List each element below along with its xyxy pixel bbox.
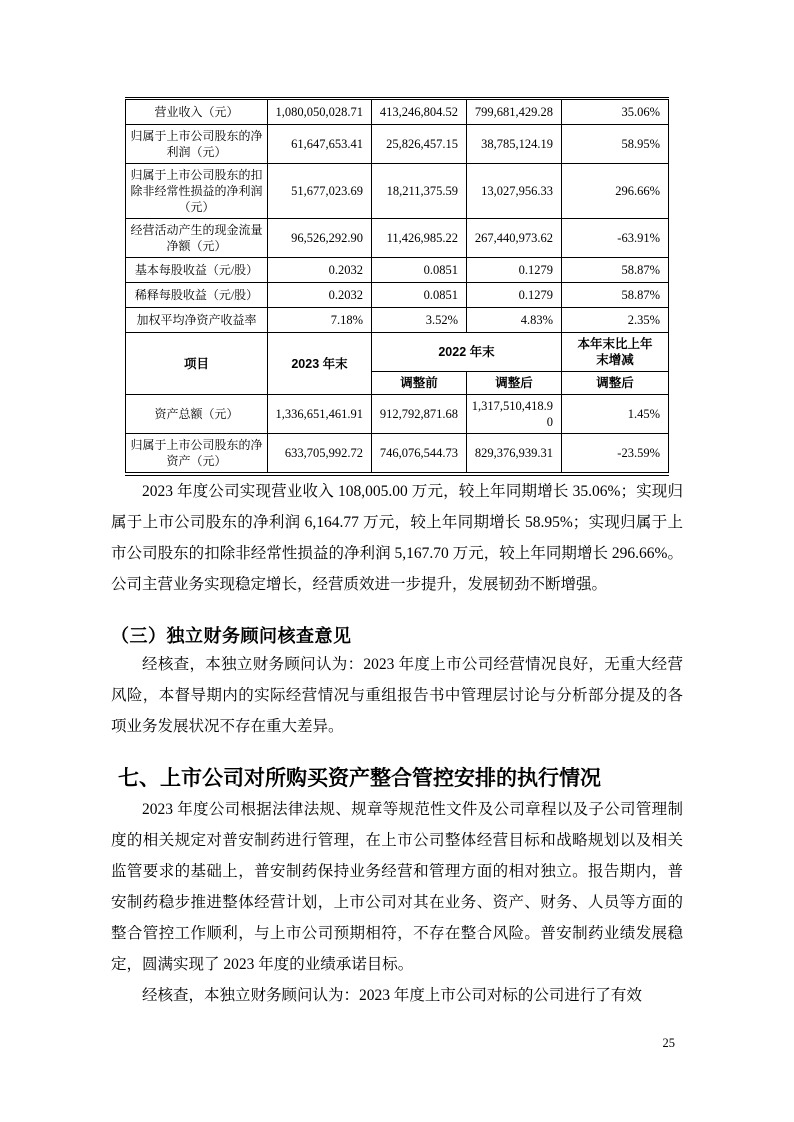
cell-2023-value: 0.2032 — [268, 283, 372, 308]
cell-metric-label: 归属于上市公司股东的扣除非经常性损益的净利润（元） — [126, 164, 268, 219]
header-2023: 2023 年末 — [268, 333, 372, 395]
cell-2022-pre-value: 0.0851 — [372, 258, 467, 283]
cell-2022-pre-value: 11,426,985.22 — [372, 219, 467, 258]
cell-2022-post-value: 38,785,124.19 — [467, 125, 562, 164]
cell-metric-label: 基本每股收益（元/股） — [126, 258, 268, 283]
paragraph-section7-body: 2023 年度公司根据法律法规、规章等规范性文件及公司章程以及子公司管理制度的相关规定对普安制药进行管理，在上市公司整体经营目标和战略规划以及相关监管要求的基础上，普安制药保持业务经营和管理方面的相对独立。报告期内，普安制药稳步推进整体经营计划，上市公司对其在业务、资产、财务、人员等方面的整合管控工作顺利，与上市公司预期相符，不存在整合风险。普安制药业绩发展稳定，圆满实现了 2023 年度的业绩承诺目标。 — [111, 801, 683, 973]
cell-metric-label: 加权平均净资产收益率 — [126, 308, 268, 333]
cell-2022-pre-value: 912,792,871.68 — [372, 395, 467, 434]
cell-2022-pre-value: 746,076,544.73 — [372, 434, 467, 475]
cell-change-value: 58.95% — [562, 125, 669, 164]
cell-2022-pre-value: 3.52% — [372, 308, 467, 333]
table-row — [126, 395, 669, 434]
cell-2022-post-value: 799,681,429.28 — [467, 99, 562, 125]
cell-2022-post-value: 829,376,939.31 — [467, 434, 562, 475]
table-row — [126, 283, 669, 308]
header-2022: 2022 年末 — [372, 333, 562, 372]
paragraph-results-summary: 2023 年度公司实现营业收入 108,005.00 万元，较上年同期增长 35.06%；实现归属于上市公司股东的净利润 6,164.77 万元，较上年同期增长 58.95%；实现归属于上市公司股东的扣除非经常性损益的净利润 5,167.70 万元，较上年同期增长 296.66%。公司主营业务实现稳定增长，经营质效进一步提升，发展韧劲不断增强。 — [111, 483, 683, 593]
cell-2022-post-value: 0.1279 — [467, 258, 562, 283]
heading-advisor-opinion: （三）独立财务顾问核查意见 — [111, 626, 352, 646]
cell-change-value: 2.35% — [562, 308, 669, 333]
cell-2023-value: 7.18% — [268, 308, 372, 333]
paragraph-section7-opinion: 经核查，本独立财务顾问认为：2023 年度上市公司对标的公司进行了有效 — [142, 987, 642, 1004]
paragraph-advisor-opinion: 经核查，本独立财务顾问认为：2023 年度上市公司经营情况良好，无重大经营风险，本督导期内的实际经营情况与重组报告书中管理层讨论与分析部分提及的各项业务发展状况不存在重大差异。 — [111, 656, 683, 735]
cell-change-value: -63.91% — [562, 219, 669, 258]
cell-metric-label: 资产总额（元） — [126, 395, 268, 434]
cell-change-value: 58.87% — [562, 283, 669, 308]
cell-2023-value: 1,080,050,028.71 — [268, 99, 372, 125]
cell-2023-value: 96,526,292.90 — [268, 219, 372, 258]
subheader-pre-adjust: 调整前 — [372, 372, 467, 395]
cell-2023-value: 1,336,651,461.91 — [268, 395, 372, 434]
table-row — [126, 308, 669, 333]
page-number: 25 — [662, 1036, 675, 1050]
cell-change-value: 296.66% — [562, 164, 669, 219]
cell-metric-label: 归属于上市公司股东的净利润（元） — [126, 125, 268, 164]
cell-2023-value: 0.2032 — [268, 258, 372, 283]
cell-2022-post-value: 267,440,973.62 — [467, 219, 562, 258]
table-row — [126, 99, 669, 125]
table-header-row — [126, 333, 669, 372]
cell-change-value: -23.59% — [562, 434, 669, 475]
table-row — [126, 164, 669, 219]
table-row — [126, 434, 669, 475]
cell-metric-label: 经营活动产生的现金流量净额（元） — [126, 219, 268, 258]
cell-2022-post-value: 1,317,510,418.90 — [467, 395, 562, 434]
heading-section-7: 七、上市公司对所购买资产整合管控安排的执行情况 — [118, 767, 601, 790]
header-item: 项目 — [126, 333, 268, 395]
cell-2022-pre-value: 0.0851 — [372, 283, 467, 308]
cell-2022-pre-value: 25,826,457.15 — [372, 125, 467, 164]
table-row — [126, 125, 669, 164]
cell-2023-value: 61,647,653.41 — [268, 125, 372, 164]
cell-2022-pre-value: 413,246,804.52 — [372, 99, 467, 125]
cell-change-value: 58.87% — [562, 258, 669, 283]
cell-metric-label: 归属于上市公司股东的净资产（元） — [126, 434, 268, 475]
subheader-post-adjust: 调整后 — [467, 372, 562, 395]
cell-metric-label: 稀释每股收益（元/股） — [126, 283, 268, 308]
table-row — [126, 258, 669, 283]
header-change: 本年末比上年末增减 — [562, 333, 669, 372]
cell-2022-post-value: 13,027,956.33 — [467, 164, 562, 219]
cell-change-value: 1.45% — [562, 395, 669, 434]
cell-change-value: 35.06% — [562, 99, 669, 125]
subheader-change-post-adjust: 调整后 — [562, 372, 669, 395]
cell-2022-post-value: 4.83% — [467, 308, 562, 333]
cell-2022-pre-value: 18,211,375.59 — [372, 164, 467, 219]
cell-2022-post-value: 0.1279 — [467, 283, 562, 308]
table-row — [126, 219, 669, 258]
financial-summary-table — [125, 97, 669, 476]
cell-2023-value: 51,677,023.69 — [268, 164, 372, 219]
cell-metric-label: 营业收入（元） — [126, 99, 268, 125]
cell-2023-value: 633,705,992.72 — [268, 434, 372, 475]
